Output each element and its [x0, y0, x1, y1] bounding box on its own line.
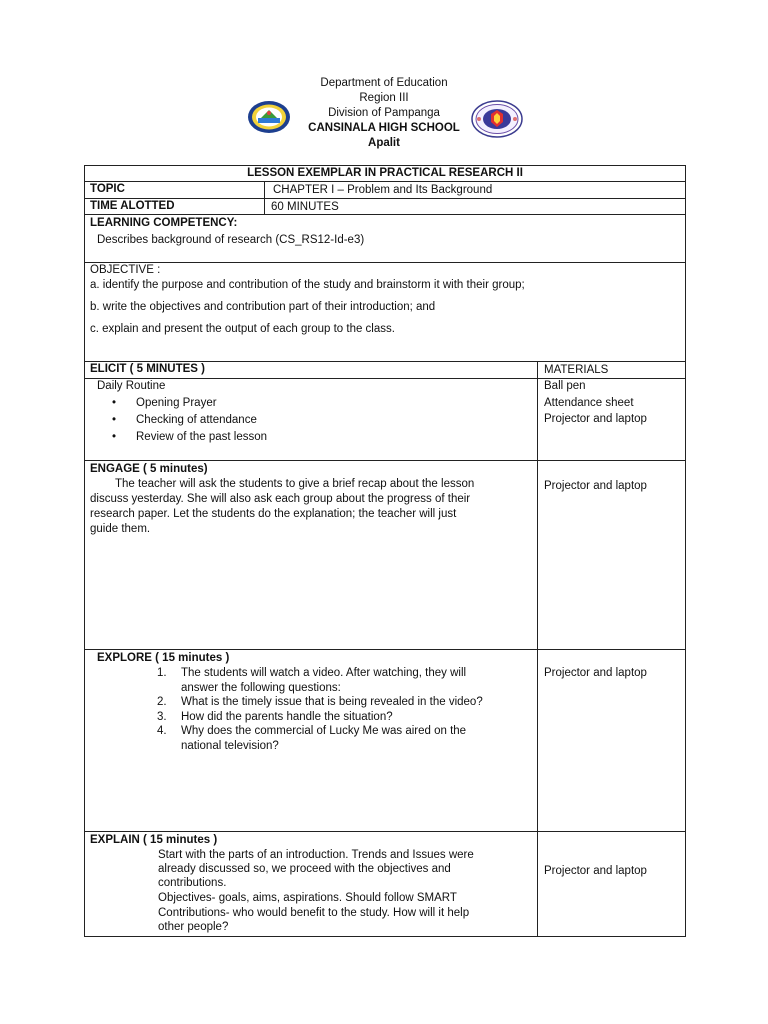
explore-line: answer the following questions: — [181, 682, 341, 694]
table-border-left — [84, 165, 85, 937]
topic-value: CHAPTER I – Problem and Its Background — [273, 184, 493, 196]
row-divider — [84, 214, 686, 215]
bullet-icon: • — [112, 414, 117, 426]
lesson-title: LESSON EXEMPLAR IN PRACTICAL RESEARCH II — [247, 167, 523, 179]
explore-line: national television? — [181, 740, 279, 752]
explore-line: Why does the commercial of Lucky Me was aired on the — [181, 725, 467, 737]
engage-label: ENGAGE ( 5 minutes) — [90, 463, 208, 475]
routine-item: Checking of attendance — [136, 414, 257, 426]
competency-value: Describes background of research (CS_RS12-Id-e3) — [97, 234, 365, 246]
engage-line: The teacher will ask the students to give a brief recap about the lesson — [115, 478, 475, 490]
elicit-material: Attendance sheet — [544, 397, 634, 409]
school-seal-icon — [247, 100, 291, 134]
engage-line: guide them. — [90, 523, 151, 535]
explore-num: 1. — [157, 667, 167, 679]
explore-num: 4. — [157, 725, 167, 737]
school-name: CANSINALA HIGH SCHOOL — [308, 122, 460, 134]
topic-label: TOPIC — [90, 183, 125, 195]
lesson-table — [84, 165, 686, 937]
row-divider — [84, 649, 686, 650]
explain-line: other people? — [158, 921, 229, 933]
dept-name: Department of Education — [320, 77, 448, 89]
row-divider — [84, 831, 686, 832]
col-divider — [264, 181, 265, 214]
elicit-material: Ball pen — [544, 380, 586, 392]
table-border-right — [685, 165, 686, 937]
bullet-icon: • — [112, 431, 117, 443]
explore-line: How did the parents handle the situation? — [181, 711, 393, 723]
col-divider — [537, 361, 538, 936]
explain-label: EXPLAIN ( 15 minutes ) — [90, 834, 218, 846]
division-name: Division of Pampanga — [328, 107, 440, 119]
explain-line: Start with the parts of an introduction. Trends and Issues were — [158, 849, 474, 861]
routine-item: Review of the past lesson — [136, 431, 268, 443]
explore-label: EXPLORE ( 15 minutes ) — [97, 652, 230, 664]
competency-label: LEARNING COMPETENCY: — [90, 217, 238, 229]
bullet-icon: • — [112, 397, 117, 409]
deped-seal-icon — [471, 100, 523, 138]
explore-material: Projector and laptop — [544, 667, 647, 679]
objective-item: a. identify the purpose and contribution of the study and brainstorm it with their group; — [90, 279, 525, 291]
materials-label: MATERIALS — [544, 364, 609, 376]
row-divider — [84, 460, 686, 461]
explore-line: What is the timely issue that is being revealed in the video? — [181, 696, 483, 708]
time-label: TIME ALOTTED — [90, 200, 175, 212]
daily-routine: Daily Routine — [97, 380, 166, 392]
letterhead — [0, 76, 768, 151]
elicit-label: ELICIT ( 5 MINUTES ) — [90, 363, 205, 375]
engage-line: research paper. Let the students do the explanation; the teacher will just — [90, 508, 457, 520]
objective-label: OBJECTIVE : — [90, 264, 161, 276]
row-divider — [84, 262, 686, 263]
objective-item: b. write the objectives and contribution part of their introduction; and — [90, 301, 436, 313]
row-divider — [84, 378, 686, 379]
row-divider — [84, 181, 686, 182]
explore-num: 3. — [157, 711, 167, 723]
explain-line: Objectives- goals, aims, aspirations. Should follow SMART — [158, 892, 457, 904]
objective-item: c. explain and present the output of each group to the class. — [90, 323, 395, 335]
table-border-bottom — [84, 936, 686, 937]
region-name: Region III — [359, 92, 409, 104]
explore-line: The students will watch a video. After watching, they will — [181, 667, 467, 679]
engage-line: discuss yesterday. She will also ask each group about the progress of their — [90, 493, 471, 505]
explain-line: already discussed so, we proceed with the objectives and — [158, 863, 451, 875]
explain-line: Contributions- who would benefit to the study. How will it help — [158, 907, 470, 919]
elicit-material: Projector and laptop — [544, 413, 647, 425]
engage-material: Projector and laptop — [544, 480, 647, 492]
explain-material: Projector and laptop — [544, 865, 647, 877]
explore-num: 2. — [157, 696, 167, 708]
town-name: Apalit — [368, 137, 400, 149]
time-value: 60 MINUTES — [271, 201, 339, 213]
explain-line: contributions. — [158, 877, 227, 889]
routine-item: Opening Prayer — [136, 397, 217, 409]
